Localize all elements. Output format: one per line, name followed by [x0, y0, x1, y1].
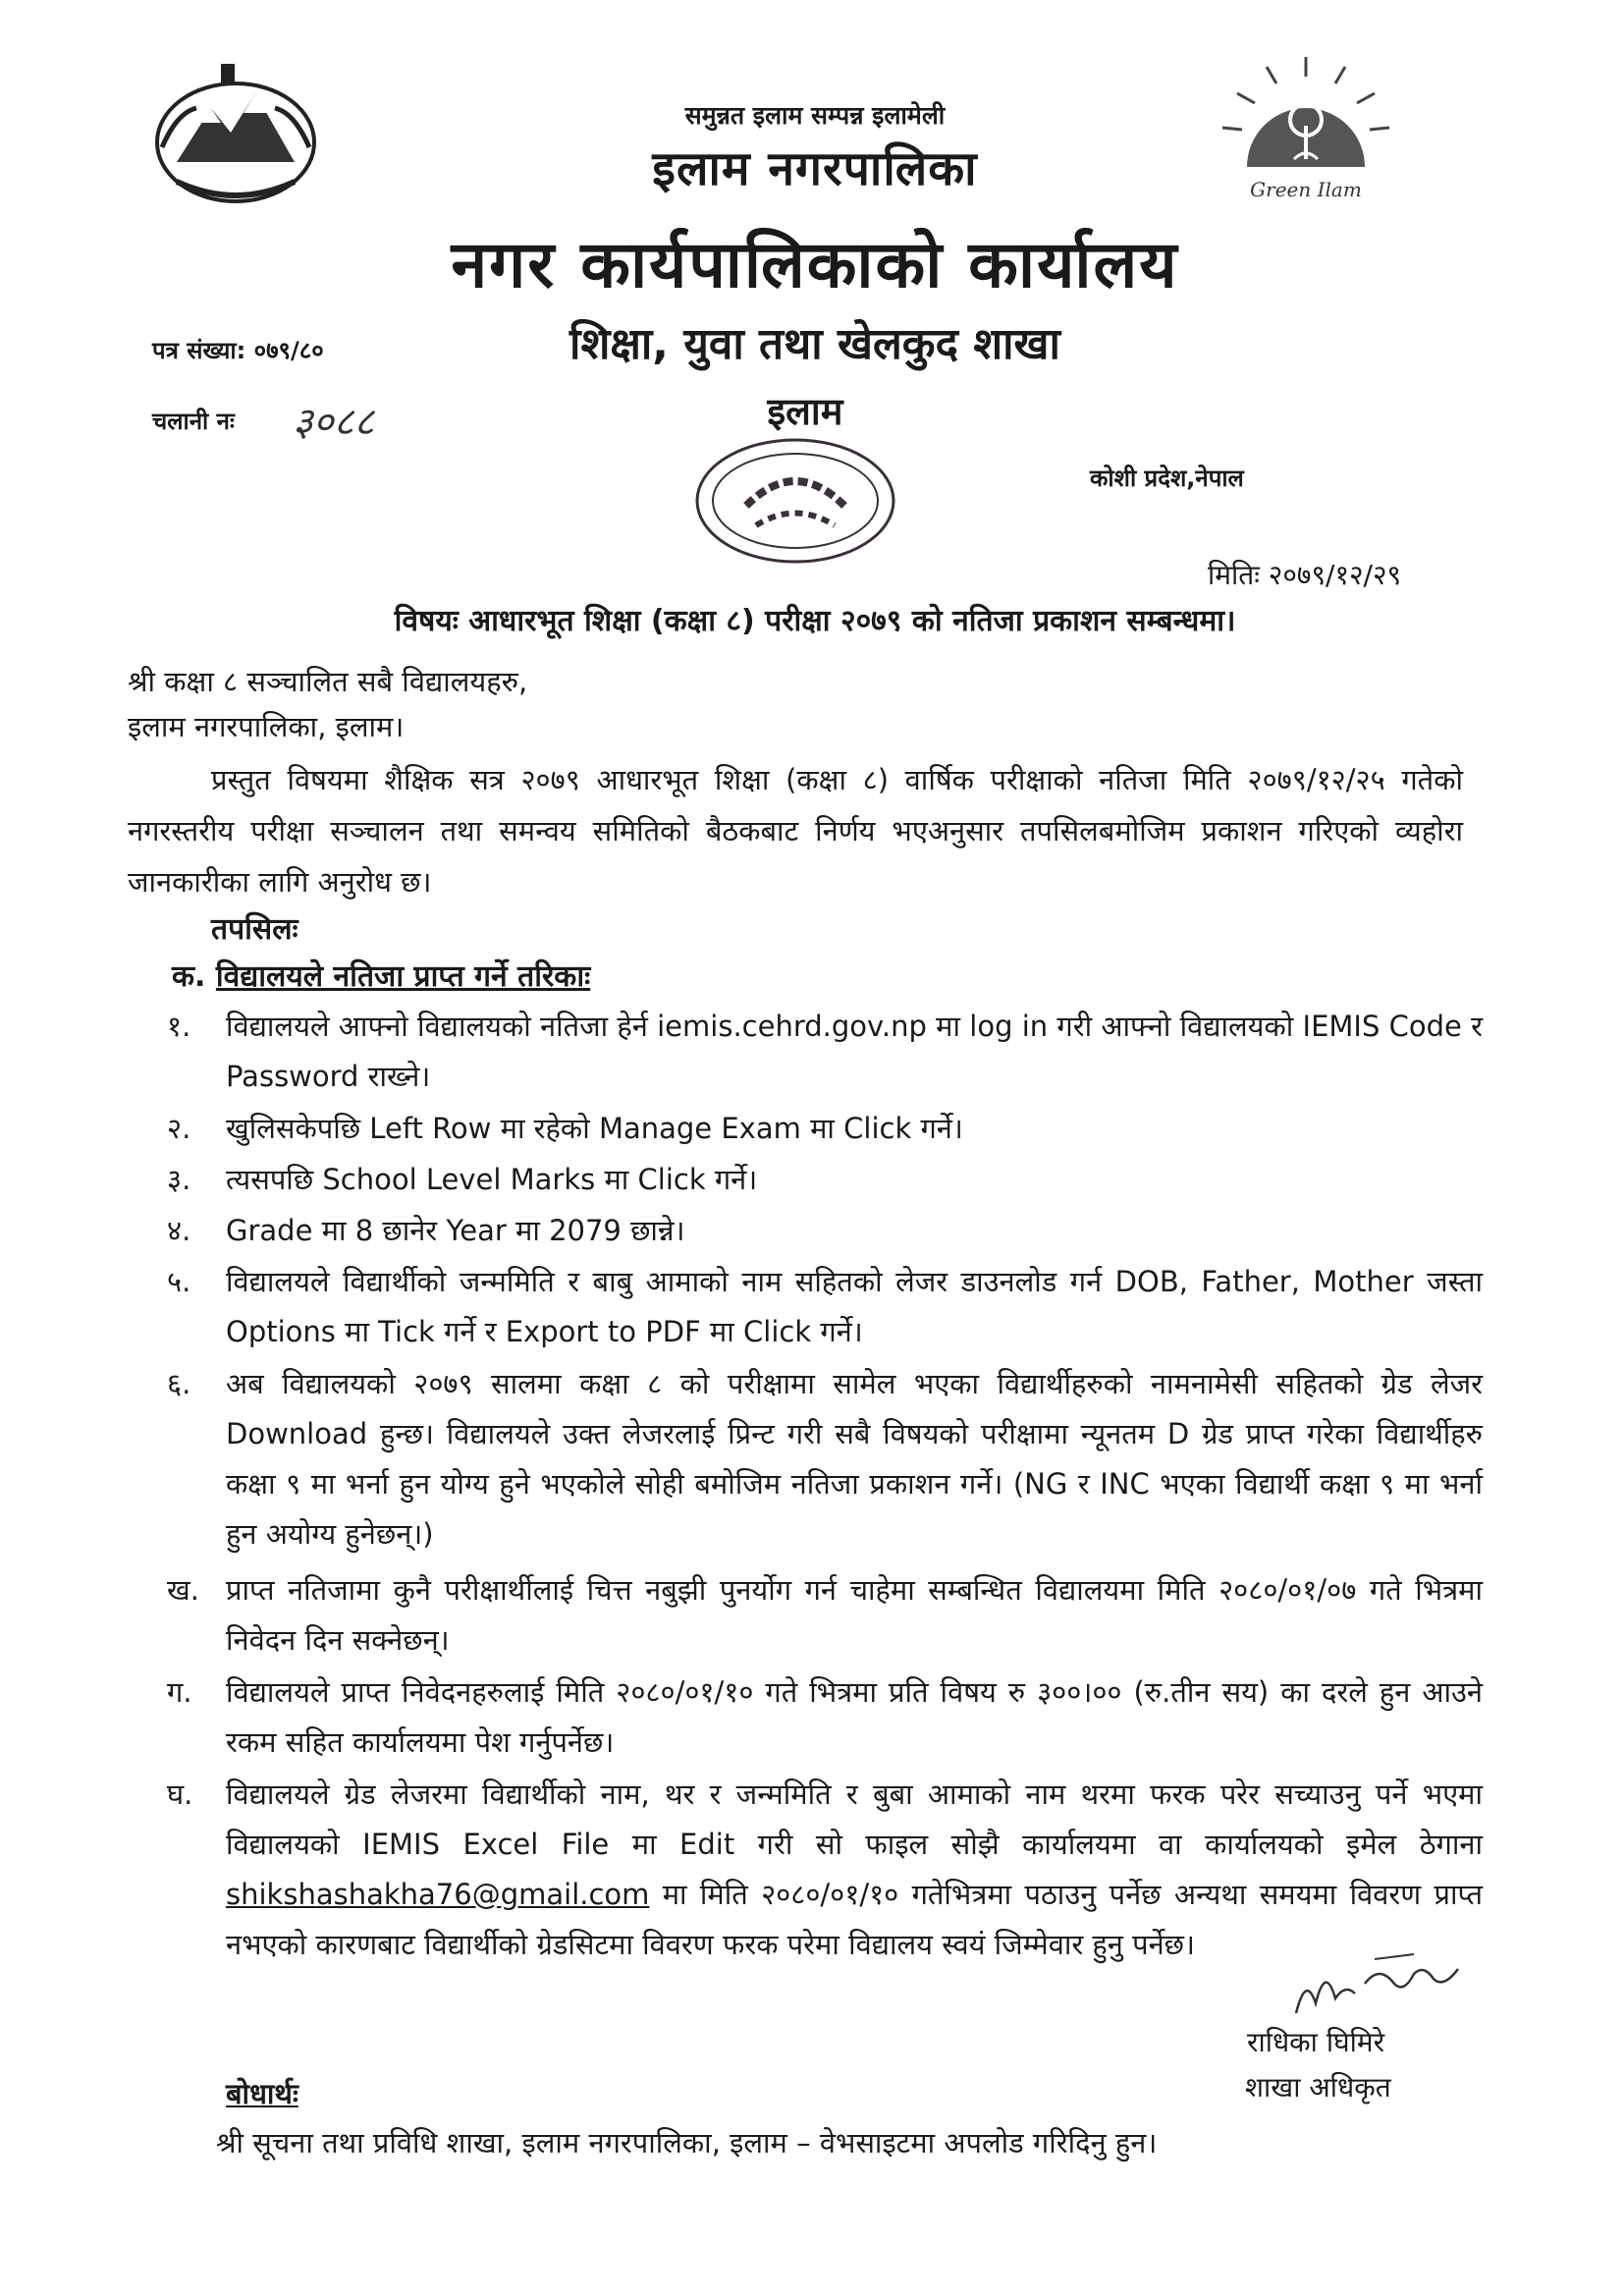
province-name: कोशी प्रदेश,नेपाल [1090, 465, 1244, 492]
place-name: इलाम [767, 390, 843, 433]
dispatch-number-handwritten: ३०८८ [293, 400, 375, 445]
nepal-emblem-icon [137, 54, 334, 211]
signatory-title: शाखा अधिकृत [1245, 2071, 1391, 2104]
bodharth-label: बोधार्थः [226, 2077, 298, 2110]
step-item: १. विद्यालयले आफ्नो विद्यालयको नतिजा हेर्न iemis.cehrd.gov.np मा log in गरी आफ्नो विद्यालयको IEMIS Code र Password राख्ने। [167, 1010, 1483, 1093]
section-ga: ग. विद्यालयले प्राप्त निवेदनहरुलाई मिति २०८०/०१/१० गते भित्रमा प्रति विषय रु ३००।०० (रु.तीन सय) का दरले हुन आउने रकम सहित कार्यालयमा पेश गर्नुपर्नेछ। [167, 1675, 1483, 1759]
motto: समुन्नत इलाम सम्पन्न इलामेली [684, 101, 946, 130]
step-item: ३. त्यसपछि School Level Marks मा Click गर्ने। [167, 1163, 758, 1196]
dispatch-number-label: चलानी नः [152, 408, 235, 435]
recipient-line-1: श्री कक्षा ८ सञ्चालित सबै विद्यालयहरु, [128, 665, 528, 698]
office-seal [687, 412, 903, 570]
office-name: नगर कार्यपालिकाको कार्यालय [451, 227, 1179, 302]
green-ilam-logo [1208, 49, 1404, 216]
reference-number: पत्र संख्या: ०७९/८० [152, 337, 324, 364]
section-kha: ख. प्राप्त नतिजामा कुनै परीक्षार्थीलाई चित्त नबुझी पुनर्योग गर्न चाहेमा सम्बन्धित विद्यालयमा मिति २०८०/०१/०७ गते भित्रमा निवेदन दिन सक्नेछन्। [167, 1573, 1483, 1657]
tapasil-heading: तपसिलः [211, 912, 298, 947]
section-gha: घ. विद्यालयले ग्रेड लेजरमा विद्यार्थीको नाम, थर र जन्ममिति र बुबा आमाको नाम थरमा फरक परेर सच्याउनु पर्ने भएमा विद्यालयको IEMIS Excel File मा Edit गरी सो फाइल सोझै कार्यालयमा वा कार्यालयको इमेल ठेगाना shikshashakha76@gmail.com मा मिति २०८०/०१/१० गतेभित्रमा पठाउनु पर्नेछ अन्यथा समयमा विवरण प्राप्त नभएको कारणबाट विद्यार्थीको ग्रेडसिटमा विवरण फरक परेमा विद्यालय स्वयं जिम्मेवार हुनु पर्नेछ। [167, 1777, 1483, 1961]
branch-name: शिक्षा, युवा तथा खेलकुद शाखा [569, 319, 1060, 369]
municipality-name: इलाम नगरपालिका [652, 141, 978, 196]
step-item: ५. विद्यालयले विद्यार्थीको जन्ममिति र बाबु आमाको नाम सहितको लेजर डाउनलोड गर्न DOB, Father, Mother जस्ता Options मा Tick गर्ने र Export to PDF मा Click गर्ने। [167, 1265, 1483, 1348]
handwritten-signature [1286, 1944, 1473, 2023]
section-ka-heading: क. विद्यालयले नतिजा प्राप्त गर्ने तरिकाः [172, 959, 591, 994]
signatory-name: राधिका घिमिरे [1247, 2026, 1385, 2058]
recipient-line-2: इलाम नगरपालिका, इलाम। [128, 710, 405, 743]
svg-text:Green Ilam: Green Ilam [1250, 178, 1362, 201]
email-link[interactable]: shikshashakha76@gmail.com [226, 1878, 650, 1911]
intro-paragraph: प्रस्तुत विषयमा शैक्षिक सत्र २०७९ आधारभूत शिक्षा (कक्षा ८) वार्षिक परीक्षाको नतिजा मिति २०७९/१२/२५ गतेको नगरस्तरीय परीक्षा सञ्चालन तथा समन्वय समितिको बैठकबाट निर्णय भएअनुसार तपसिलबमोजिम प्रकाशन गरिएको व्यहोरा जानकारीका लागि अनुरोध छ। [128, 763, 1463, 899]
subject-line: विषयः आधारभूत शिक्षा (कक्षा ८) परीक्षा २०७९ को नतिजा प्रकाशन सम्बन्धमा। [394, 604, 1236, 638]
step-item: ४. Grade मा 8 छानेर Year मा 2079 छान्ने। [167, 1214, 685, 1247]
step-item: २. खुलिसकेपछि Left Row मा रहेको Manage Exam मा Click गर्ने। [167, 1112, 963, 1145]
step-item: ६. अब विद्यालयको २०७९ सालमा कक्षा ८ को परीक्षामा सामेल भएका विद्यार्थीहरुको नामनामेसी सहितको ग्रेड लेजर Download हुन्छ। विद्यालयले उक्त लेजरलाई प्रिन्ट गरी सबै विषयको परीक्षामा न्यूनतम D ग्रेड प्राप्त गरेका विद्यार्थीहरु कक्षा ९ मा भर्ना हुन योग्य हुने भएकोले सोही बमोजिम नतिजा प्रकाशन गर्ने। (NG र INC भएका विद्यार्थी कक्षा ९ मा भर्ना हुन अयोग्य हुनेछन्।) [167, 1367, 1483, 1551]
bodharth-text: श्री सूचना तथा प्रविधि शाखा, इलाम नगरपालिका, इलाम – वेभसाइटमा अपलोड गरिदिनु हुन। [216, 2126, 1158, 2159]
letter-date: मितिः २०७९/१२/२९ [1208, 559, 1402, 591]
